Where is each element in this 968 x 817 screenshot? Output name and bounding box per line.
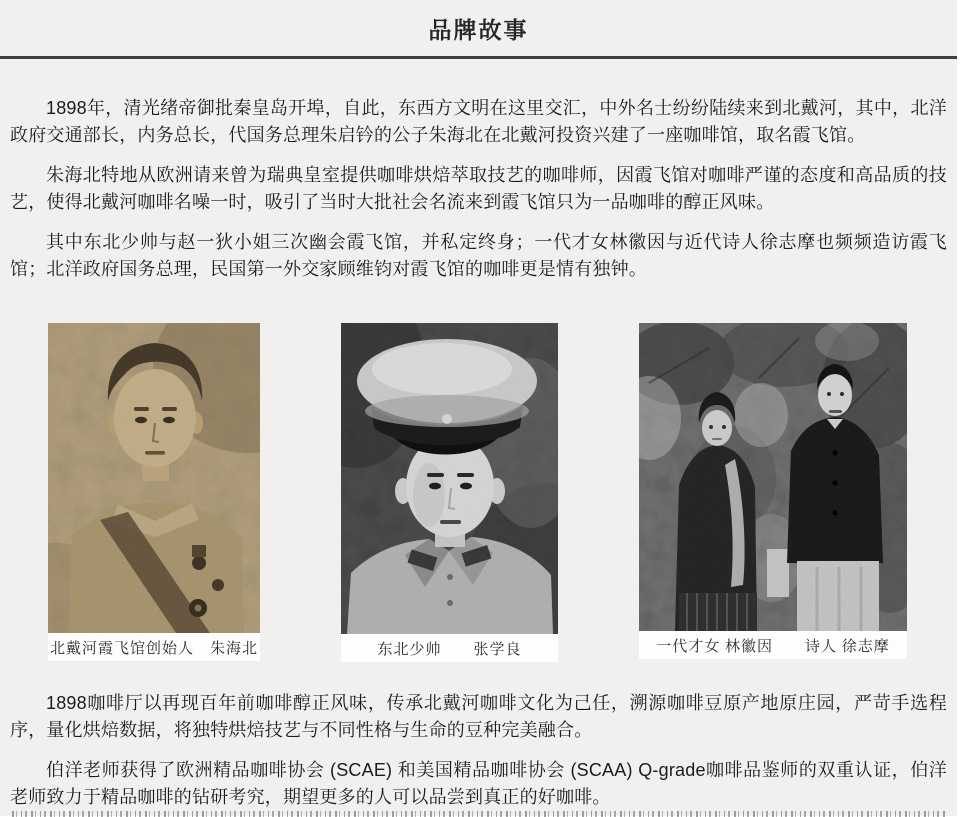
story-paragraph-1: 1898年，清光绪帝御批秦皇岛开埠，自此，东西方文明在这里交汇，中外名士纷纷陆续来到北戴河，其中，北洋政府交通部长，内务总长，代国务总理朱启钤的公子朱海北在北戴河投资兴建了一座咖啡馆，取名霞飞馆。 — [10, 98, 947, 145]
photo-lin-huiyin-xu-zhimo — [639, 323, 907, 631]
photo-caption-lin-xu: 一代才女 林徽因 诗人 徐志摩 — [656, 638, 890, 655]
photo-caption-zhang-xueliang: 东北少帅 张学良 — [377, 641, 522, 658]
photo-card-lin-huiyin-xu-zhimo — [639, 323, 907, 659]
story-paragraph-4: 1898咖啡厅以再现百年前咖啡醇正风味，传承北戴河咖啡文化为己任，溯源咖啡豆原产地原庄园，严苛手选程序，量化烘焙数据，将独特烘焙技艺与不同性格与生命的豆种完美融合。 — [10, 693, 947, 740]
historic-photo-row — [10, 323, 947, 662]
section-header — [0, 0, 957, 56]
portrait-zhu-haibei-photo — [48, 323, 260, 633]
photo-caption-zhu-haibei: 北戴河霞飞馆创始人 朱海北 — [49, 640, 258, 657]
story-paragraph-3: 其中东北少帅与赵一狄小姐三次幽会霞飞馆，并私定终身；一代才女林徽因与近代诗人徐志摩也频频造访霞飞馆；北洋政府国务总理，民国第一外交家顾维钧对霞飞馆的咖啡更是情有独钟。 — [10, 232, 947, 279]
photo-card-zhang-xueliang — [341, 323, 558, 662]
story-paragraph-2: 朱海北特地从欧洲请来曾为瑞典皇室提供咖啡烘焙萃取技艺的咖啡师，因霞飞馆对咖啡严谨的态度和高品质的技艺，使得北戴河咖啡名噪一时，吸引了当时大批社会名流来到霞飞馆只为一品咖啡的醇正风味。 — [10, 165, 947, 212]
story-paragraph-5: 伯洋老师获得了欧洲精品咖啡协会 (SCAE) 和美国精品咖啡协会 (SCAA) Q-grade咖啡品鉴师的双重认证，伯洋老师致力于精品咖啡的钻研考究，期望更多的人可以品尝到真正的好咖啡。 — [10, 760, 947, 807]
clipped-text-line — [12, 811, 945, 817]
portrait-zhang-xueliang-photo — [341, 323, 558, 634]
page-title: 品牌故事 — [428, 16, 529, 43]
photo-card-zhu-haibei — [48, 323, 260, 661]
story-content — [0, 59, 957, 817]
